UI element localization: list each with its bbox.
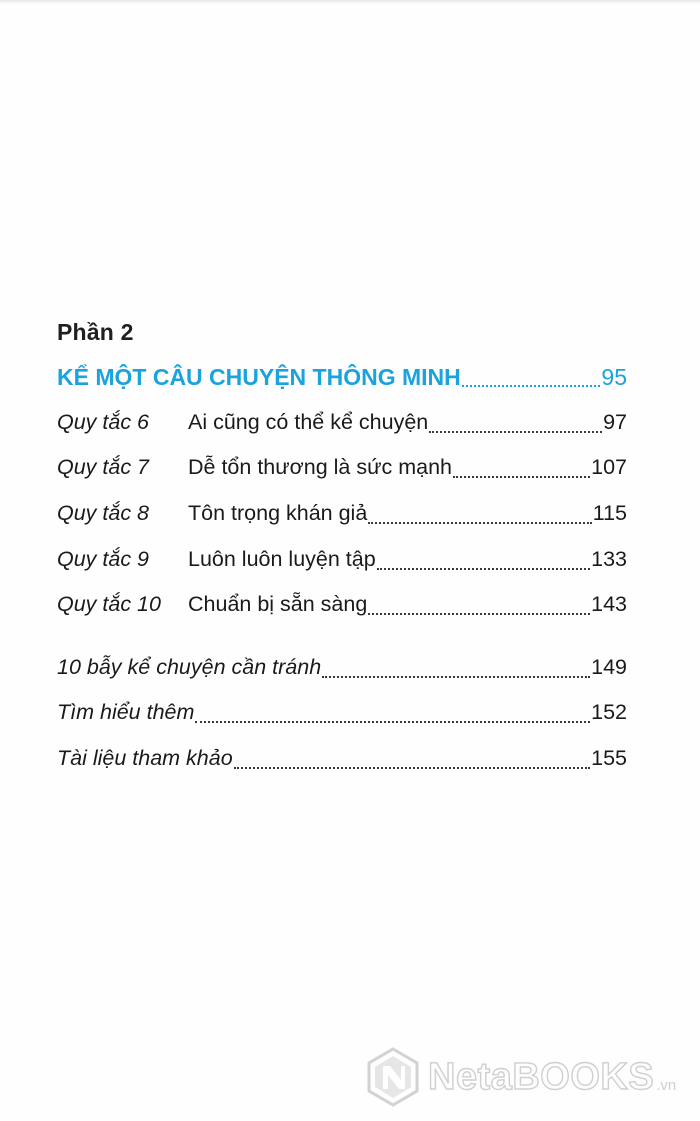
toc-rule-row: [57, 592, 627, 624]
rule-number: Quy tắc 6: [57, 410, 150, 434]
rule-page: 97: [603, 410, 627, 434]
page-top-shadow: [0, 0, 700, 4]
extra-page: 152: [591, 700, 627, 724]
rule-number: Quy tắc 10: [57, 592, 161, 616]
dot-leader: [462, 385, 601, 387]
rule-number: Quy tắc 8: [57, 501, 150, 525]
extra-page: 149: [591, 655, 627, 679]
toc-extra-row: [57, 700, 627, 732]
dot-leader: [195, 721, 590, 723]
netabooks-logo-icon: [366, 1047, 420, 1107]
rule-title: Luôn luôn luyện tập: [188, 547, 376, 571]
watermark: [366, 1044, 676, 1110]
watermark-domain: .vn: [656, 1077, 677, 1094]
part-label: Phần 2: [57, 319, 134, 345]
extra-title: 10 bẫy kể chuyện cần tránh: [57, 655, 322, 679]
extra-title: Tài liệu tham khảo: [57, 746, 233, 770]
rule-number: Quy tắc 9: [57, 547, 150, 571]
toc-rule-row: [57, 501, 627, 533]
toc-heading-title: KỂ MỘT CÂU CHUYỆN THÔNG MINH: [57, 364, 461, 390]
dot-leader: [322, 676, 590, 678]
rule-page: 107: [591, 455, 627, 479]
dot-leader: [429, 431, 602, 433]
toc-rule-row: [57, 455, 627, 487]
toc-rule-row: [57, 410, 627, 442]
rule-title: Dễ tổn thương là sức mạnh: [188, 455, 452, 479]
watermark-brand: NetaBOOKS: [428, 1055, 655, 1098]
toc-heading-page: 95: [601, 364, 627, 390]
rule-title: Chuẩn bị sẵn sàng: [188, 592, 368, 616]
rule-page: 115: [592, 501, 627, 525]
extra-title: Tìm hiểu thêm: [57, 700, 195, 724]
toc-heading: [57, 364, 627, 396]
rule-number: Quy tắc 7: [57, 455, 150, 479]
toc-extra-row: [57, 746, 627, 778]
dot-leader: [234, 767, 590, 769]
dot-leader: [368, 522, 591, 524]
rule-page: 143: [591, 592, 627, 616]
dot-leader: [368, 613, 590, 615]
toc-extra-row: [57, 655, 627, 687]
extra-page: 155: [591, 746, 627, 770]
rule-title: Ai cũng có thể kể chuyện: [188, 410, 429, 434]
dot-leader: [377, 568, 590, 570]
rule-page: 133: [591, 547, 627, 571]
dot-leader: [453, 476, 590, 478]
toc-rule-row: [57, 547, 627, 579]
rule-title: Tôn trọng khán giả: [188, 501, 368, 525]
